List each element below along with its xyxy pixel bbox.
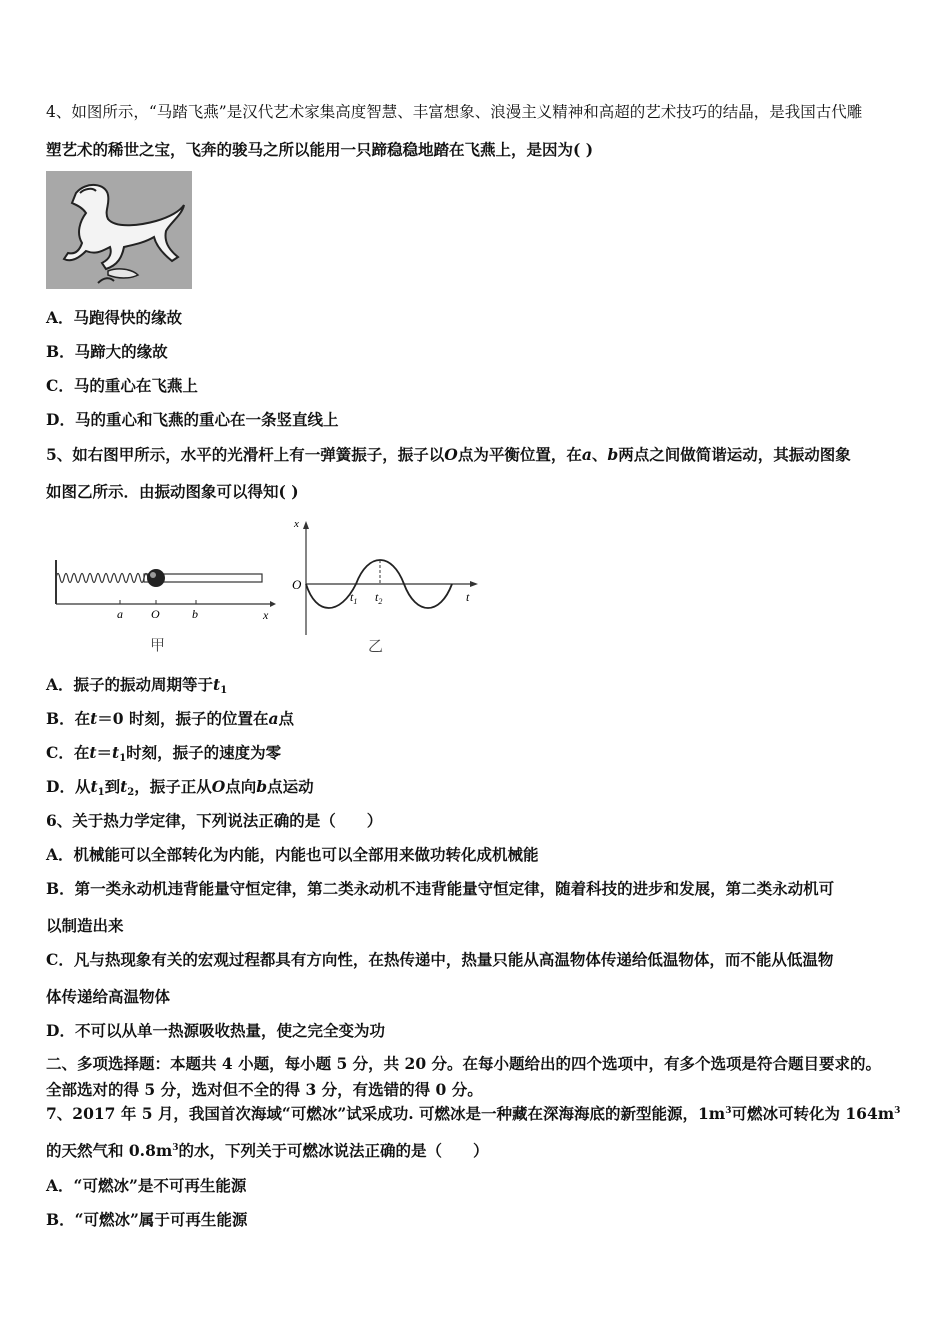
horse-image	[46, 171, 192, 289]
q7-option-a: A．“可燃冰”是不可再生能源	[46, 1176, 247, 1195]
graph-label-o: O	[292, 577, 302, 592]
q6-stem: 6、关于热力学定律，下列说法正确的是（ ）	[46, 811, 383, 830]
q5-stem-line2: 如图乙所示．由振动图象可以得知( )	[46, 482, 299, 501]
q4-option-d: D．马的重心和飞燕的重心在一条竖直线上	[46, 410, 339, 429]
q5-option-a: A．振子的振动周期等于$t_1$	[46, 675, 228, 696]
q4-option-a: A．马跑得快的缘故	[46, 308, 183, 327]
graph-label-x: x	[294, 518, 299, 530]
q5-option-c: C．在$t=t_1$时刻，振子的速度为零	[46, 743, 282, 764]
q4-stem-line1: 4、如图所示，“马踏飞燕”是汉代艺术家集高度智慧、丰富想象、浪漫主义精神和高超的艺术技巧的结晶，是我国古代雕	[46, 103, 863, 121]
q7-stem-line2: 的天然气和 $0.8m^3$的水，下列关于可燃冰说法正确的是（ ）	[46, 1141, 489, 1160]
spring-oscillator-figure	[50, 518, 280, 658]
label-a: a	[117, 607, 123, 621]
q7-option-b: B．“可燃冰”属于可再生能源	[46, 1210, 248, 1229]
q4-option-c: C．马的重心在飞燕上	[46, 376, 198, 395]
q5-option-d: D．从$t_1$到$t_2$，振子正从O点向b点运动	[46, 777, 314, 798]
q6-option-a: A．机械能可以全部转化为内能，内能也可以全部用来做功转化成机械能	[46, 845, 539, 864]
q6-option-c-line2: 体传递给高温物体	[46, 987, 171, 1006]
q6-option-c-line1: C．凡与热现象有关的宏观过程都具有方向性，在热传递中，热量只能从高温物体传递给低温物体，而不能从低温物	[46, 950, 834, 969]
graph-label-t2: $t_2$	[375, 590, 383, 606]
graph-label-t1: $t_1$	[350, 590, 358, 606]
q4-option-b: B．马蹄大的缘故	[46, 342, 168, 361]
q4-stem-line2: 塑艺术的稀世之宝，飞奔的骏马之所以能用一只蹄稳稳地踏在飞燕上，是因为( )	[46, 140, 594, 159]
vibration-graph-figure	[288, 515, 488, 660]
q6-option-b-line2: 以制造出来	[46, 916, 124, 935]
spring	[56, 574, 148, 583]
graph-label-t: t	[466, 590, 470, 604]
label-b: b	[192, 607, 198, 621]
label-o: O	[151, 607, 160, 621]
caption-yi: 乙	[368, 637, 384, 655]
q5-option-b: B．在t＝0 时刻，振子的位置在a点	[46, 709, 295, 728]
label-x: x	[263, 608, 269, 622]
section2-line1: 二、多项选择题：本题共 4 小题，每小题 5 分，共 20 分。在每小题给出的四个选项中，有多个选项是符合题目要求的。	[46, 1054, 882, 1073]
q6-option-b-line1: B．第一类永动机违背能量守恒定律，第二类永动机不违背能量守恒定律，随着科技的进步和发展，第二类永动机可	[46, 879, 835, 898]
q7-stem-line1: 7、2017 年 5 月，我国首次海域“可燃冰”试采成功. 可燃冰是一种藏在深海海底的新型能源，$1m^3$可燃冰可转化为 $164m^3$	[46, 1104, 901, 1123]
q6-option-d: D．不可以从单一热源吸收热量，使之完全变为功	[46, 1021, 385, 1040]
q5-stem-line1: 5、如右图甲所示，水平的光滑杆上有一弹簧振子，振子以O点为平衡位置，在a、b两点之间做简谐运动，其振动图象	[46, 445, 851, 464]
section2-line2: 全部选对的得 5 分，选对但不全的得 3 分，有选错的得 0 分。	[46, 1080, 483, 1099]
oscillator-ball	[147, 569, 165, 587]
caption-jia: 甲	[150, 636, 166, 654]
